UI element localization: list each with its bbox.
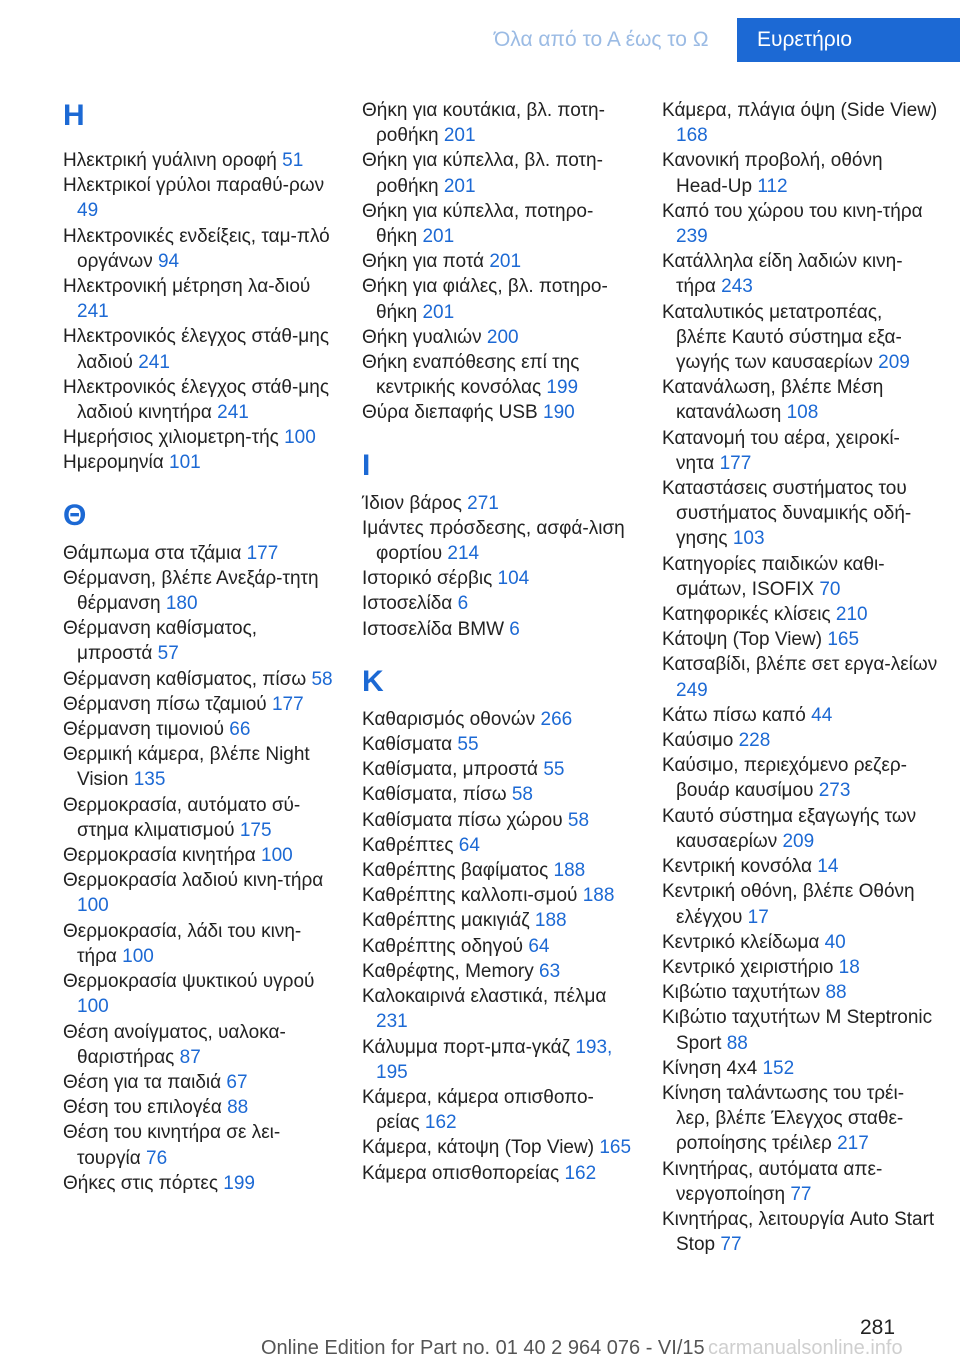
index-page-link[interactable]: 135: [133, 769, 166, 791]
index-entry-text: Θήκη γυαλιών: [362, 326, 482, 348]
index-page-link[interactable]: 112: [757, 175, 788, 197]
index-entry: [63, 274, 335, 324]
index-page-link[interactable]: 177: [719, 452, 752, 474]
index-entry-text: Ίδιον βάρος: [362, 492, 462, 514]
index-page-link[interactable]: 70: [819, 578, 841, 600]
index-page-link[interactable]: 228: [738, 730, 771, 752]
index-entry: [662, 1081, 938, 1157]
index-entry: [362, 782, 634, 807]
index-page-link[interactable]: 63: [539, 960, 561, 982]
index-entry-text: Καθαρισμός οθονών: [362, 708, 536, 730]
index-page-link[interactable]: 88: [227, 1097, 249, 1119]
index-entry: [662, 703, 938, 728]
index-entry-text: Ημερομηνία: [63, 452, 164, 474]
index-entry-text: Κατανομή του αέρα, χειροκί‐νητα: [662, 427, 900, 474]
index-entry: [662, 652, 938, 702]
index-entry-text: Κάτω πίσω καπό: [662, 704, 806, 726]
index-entry-text: Θερμοκρασία ψυκτικού υγρού: [63, 971, 315, 993]
index-entry: [662, 804, 938, 854]
index-entry: [662, 199, 938, 249]
index-entry-text: Θερμοκρασία, λάδι του κινη‐τήρα: [63, 920, 302, 967]
index-entry: [63, 616, 335, 666]
index-entry: [63, 843, 335, 868]
index-entry: [362, 883, 634, 908]
index-entry: [362, 400, 634, 425]
index-entry: [362, 148, 634, 198]
index-page-link[interactable]: 100: [77, 996, 109, 1018]
index-entry: [362, 959, 634, 984]
index-page-link[interactable]: 94: [157, 250, 180, 272]
index-entry: [662, 476, 938, 552]
index-entry-text: Κάμερα οπισθοπορείας: [362, 1162, 560, 1184]
index-entry-text: Κεντρικό χειριστήριο: [662, 956, 834, 978]
index-entry: [362, 617, 634, 642]
index-page-link[interactable]: 58: [311, 668, 333, 690]
index-entry: [662, 375, 938, 425]
index-entry: [662, 753, 938, 803]
index-entry-text: Κάμερα, κάμερα οπισθοπο‐ρείας: [362, 1086, 594, 1134]
index-page-link[interactable]: 58: [511, 784, 533, 806]
index-entry: [362, 249, 634, 274]
index-entry-text: Θήκη για κύπελλα, ποτηρο‐θήκη: [362, 200, 594, 248]
index-page-link[interactable]: 100: [261, 845, 293, 867]
index-entry: [362, 757, 634, 782]
index-page-link[interactable]: 209: [782, 830, 815, 852]
index-entry-text: Θέρμανση τιμονιού: [63, 719, 224, 741]
index-entry-text: Ηλεκτρονικός έλεγχος στάθ‐μης λαδιού κινητήρα: [63, 376, 329, 424]
index-entry-text: Ιστοσελίδα BMW: [362, 618, 504, 640]
index-letter-heading: I: [362, 448, 371, 482]
index-page-link[interactable]: 199: [223, 1172, 255, 1194]
index-page-link[interactable]: 180: [165, 593, 198, 615]
index-page-link[interactable]: 165: [827, 629, 860, 651]
index-entry: [662, 879, 938, 929]
index-entry-text: Καθρέπτες: [362, 834, 454, 856]
index-entry-text: Θάμπωμα στα τζάμια: [63, 542, 242, 564]
index-entry-text: Θήκη για ποτά: [362, 251, 485, 273]
index-entry-text: Κινητήρας, αυτόματα απε‐νεργοποίηση: [662, 1158, 883, 1205]
index-page-link[interactable]: 64: [458, 834, 480, 856]
index-page-link[interactable]: 241: [217, 402, 249, 424]
index-page-link[interactable]: 241: [77, 301, 109, 323]
index-entry-text: Ιστοσελίδα: [362, 593, 453, 615]
index-entry: [63, 1171, 335, 1196]
index-entry: [362, 1161, 634, 1186]
watermark: carmanualsonline.info: [708, 1337, 903, 1359]
index-page-link[interactable]: 271: [467, 492, 499, 514]
index-entry: [362, 1085, 634, 1135]
index-entry-text: Ηλεκτρονικές ενδείξεις, ταμ‐πλό οργάνων: [63, 225, 330, 272]
index-entry: [662, 426, 938, 476]
page-header: [0, 0, 960, 62]
index-page-link[interactable]: 175: [239, 819, 272, 841]
index-entry-text: Θερμική κάμερα, βλέπε Night Vision: [63, 744, 310, 791]
index-entry: [362, 274, 634, 324]
index-entry: [63, 919, 335, 969]
index-page-link[interactable]: 51: [282, 150, 304, 171]
index-entry: [63, 450, 335, 475]
index-entry: [662, 249, 938, 299]
index-entry-text: Θέση για τα παιδιά: [63, 1071, 222, 1093]
index-page-link[interactable]: 101: [169, 452, 201, 474]
index-entry-text: Θέρμανση καθίσματος, μπροστά: [63, 618, 257, 665]
index-entry-text: Καθρέφτης, Memory: [362, 960, 534, 982]
index-page-link[interactable]: 44: [811, 704, 833, 726]
index-page-link[interactable]: 188: [582, 885, 615, 907]
index-entry-text: Θήκη για κουτάκια, βλ. ποτη‐ροθήκη: [362, 100, 605, 147]
index-entry-text: Καύσιμο, περιεχόμενο ρεζερ‐βουάρ καυσίμου: [662, 755, 907, 802]
index-entry-text: Καυτό σύστημα εξαγωγής των καυσαερίων: [662, 805, 917, 852]
index-entry-text: Ηλεκτρική γυάλινη οροφή: [63, 150, 277, 171]
index-page-link[interactable]: 241: [138, 351, 170, 373]
index-page-link[interactable]: 201: [443, 175, 476, 197]
index-page-link[interactable]: 67: [226, 1071, 248, 1093]
index-entry: [63, 324, 335, 374]
index-entry: [662, 300, 938, 376]
index-entry: [63, 1070, 335, 1095]
index-entry: [362, 199, 634, 249]
index-page-link[interactable]: 14: [817, 856, 839, 878]
index-entry: [63, 742, 335, 792]
index-entry: [662, 1056, 938, 1081]
index-entry: [362, 858, 634, 883]
index-entry-text: Θήκη εναπόθεσης επί της κεντρικής κονσόλας: [362, 352, 580, 399]
index-entry: [662, 627, 938, 652]
index-entry-text: Ηλεκτρονική μέτρηση λα‐διού: [63, 276, 311, 298]
index-entry-text: Θερμοκρασία, αυτόματο σύ‐στημα κλιματισμού: [63, 794, 301, 841]
index-column-3: [662, 98, 938, 1257]
index-entry-text: Ηλεκτρικοί γρύλοι παραθύ‐ρων: [63, 175, 325, 197]
index-entry-text: Κίνηση 4x4: [662, 1057, 758, 1079]
index-page-link[interactable]: 104: [497, 568, 530, 590]
index-entry: [63, 667, 335, 692]
index-entry: [662, 1005, 938, 1055]
index-entry-text: Κιβώτιο ταχυτήτων M Steptronic Sport: [662, 1007, 933, 1054]
index-entry-text: Καταλυτικός μετατροπέας, βλέπε Καυτό σύστημα εξα‐γωγής των καυσαερίων: [662, 301, 902, 374]
index-entry-text: Κεντρική κονσόλα: [662, 856, 812, 878]
index-entry-text: Θήκη για κύπελλα, βλ. ποτη‐ροθήκη: [362, 150, 603, 197]
edition-note: Online Edition for Part no. 01 40 2 964 076 - VI/15: [261, 1337, 705, 1359]
index-page-link[interactable]: 6: [457, 593, 469, 615]
index-entry-text: Θέση ανοίγματος, υαλοκα‐θαριστήρας: [63, 1021, 286, 1068]
index-entry: [662, 98, 938, 148]
index-page-link[interactable]: 77: [790, 1183, 812, 1205]
index-entry-text: Καθρέπτης βαφίματος: [362, 860, 549, 882]
index-entry-text: Θέση του επιλογέα: [63, 1097, 222, 1119]
index-page-link[interactable]: 18: [838, 956, 860, 978]
index-entry: [662, 148, 938, 198]
index-entry-text: Ιμάντες πρόσδεσης, ασφά‐λιση φορτίου: [362, 517, 625, 565]
page-number: 281: [860, 1316, 896, 1339]
index-letter-heading: Θ: [63, 498, 87, 532]
index-page-link[interactable]: 243: [721, 276, 753, 298]
index-page-link[interactable]: 231: [376, 1011, 408, 1033]
index-page-link[interactable]: 239: [676, 226, 708, 248]
index-page-link[interactable]: 77: [720, 1234, 742, 1256]
index-entry-text: Θέρμανση καθίσματος, πίσω: [63, 668, 307, 690]
index-entry: [63, 868, 335, 918]
index-entry: [662, 728, 938, 753]
index-page-link[interactable]: 249: [676, 679, 708, 701]
index-letter-heading: K: [362, 664, 384, 698]
index-entry: [362, 350, 634, 400]
chapter-title: Όλα από το Α έως το Ω: [494, 28, 709, 51]
index-page-link[interactable]: 199: [546, 377, 579, 399]
index-page-link[interactable]: 40: [824, 931, 846, 953]
index-page-link[interactable]: 162: [564, 1162, 597, 1184]
index-entry-text: Καθρέπτης οδηγού: [362, 935, 524, 957]
index-column-2: [362, 98, 634, 1186]
index-entry-text: Κίνηση ταλάντωσης του τρέι‐λερ, βλέπε Έλεγχος σταθε‐ροποίησης τρέιλερ: [662, 1082, 905, 1155]
index-page-link[interactable]: 162: [424, 1112, 457, 1134]
index-entry-text: Ηλεκτρονικός έλεγχος στάθ‐μης λαδιού: [63, 326, 329, 373]
index-entry: [362, 591, 634, 616]
index-entry: [362, 325, 634, 350]
index-entry: [63, 1095, 335, 1120]
index-page-link[interactable]: 217: [837, 1133, 869, 1155]
index-entry-text: Κατσαβίδι, βλέπε σετ εργα‐λείων: [662, 654, 938, 676]
index-entry-text: Κατηγορίες παιδικών καθι‐σμάτων, ISOFIX: [662, 553, 885, 600]
index-entry-text: Καθρέπτης καλλοπι‐σμού: [362, 885, 578, 907]
index-page-link[interactable]: 108: [786, 402, 819, 424]
index-entry: [63, 969, 335, 1019]
index-entry-text: Καθίσματα πίσω χώρου: [362, 809, 563, 831]
index-entry: [362, 808, 634, 833]
index-page-link[interactable]: 210: [835, 604, 868, 626]
index-entry-text: Θέρμανση πίσω τζαμιού: [63, 693, 267, 715]
index-page-link[interactable]: 152: [762, 1057, 795, 1079]
index-entry-text: Κατάλληλα είδη λαδιών κινη‐τήρα: [662, 251, 903, 298]
index-page-link[interactable]: 266: [540, 708, 573, 730]
index-page-link[interactable]: 103: [732, 528, 765, 550]
index-entry: [362, 833, 634, 858]
index-entry: [662, 955, 938, 980]
index-entry: [63, 692, 335, 717]
index-entry: [362, 934, 634, 959]
index-entry-text: Καταστάσεις συστήματος του συστήματος δυναμικής οδή‐γησης: [662, 478, 912, 550]
index-page-link[interactable]: 201: [489, 251, 522, 273]
index-entry: [362, 1035, 634, 1085]
index-entry-text: Θήκη για φιάλες, βλ. ποτηρο‐θήκη: [362, 276, 608, 323]
index-column-1: [63, 98, 335, 1196]
index-entry: [662, 1207, 938, 1257]
index-page-link[interactable]: 87: [179, 1046, 201, 1068]
index-page-link[interactable]: 100: [122, 945, 154, 967]
index-entry-text: Κατηφορικές κλίσεις: [662, 604, 831, 626]
index-entry-text: Κεντρικό κλείδωμα: [662, 931, 820, 953]
index-page-link[interactable]: 214: [447, 543, 480, 565]
index-entry-text: Καθίσματα: [362, 734, 453, 756]
index-entry-text: Κάλυμμα πορτ-μπα‐γκάζ: [362, 1036, 571, 1058]
index-page-link[interactable]: 177: [271, 693, 304, 715]
index-entry-text: Καθρέπτης μακιγιάζ: [362, 910, 530, 932]
index-page-link[interactable]: 100: [77, 895, 109, 917]
index-entry: [63, 717, 335, 742]
index-entry-text: Κινητήρας, λειτουργία Auto Start Stop: [662, 1208, 935, 1256]
index-entry-text: Καθίσματα, μπροστά: [362, 759, 539, 781]
index-entry: [362, 732, 634, 757]
index-page-link[interactable]: 64: [528, 935, 550, 957]
index-entry: [362, 566, 634, 591]
index-entry: [362, 491, 634, 516]
index-entry-text: Κανονική προβολή, οθόνη Head-Up: [662, 150, 883, 197]
index-entry-text: Θέρμανση, βλέπε Ανεξάρ‐τητη θέρμανση: [63, 567, 319, 615]
index-page-link[interactable]: 273: [818, 780, 851, 802]
index-entry: [662, 854, 938, 879]
index-page-link[interactable]: 57: [157, 643, 179, 665]
index-page-link[interactable]: 66: [229, 719, 251, 741]
index-entry-text: Κάμερα, κάτοψη (Top View): [362, 1137, 595, 1159]
index-entry-text: Θερμοκρασία κινητήρα: [63, 845, 256, 867]
index-entry: [362, 707, 634, 732]
index-entry: [362, 516, 634, 566]
index-page-link[interactable]: 193, 195: [376, 1036, 613, 1083]
index-entry: [362, 98, 634, 148]
index-page-link[interactable]: 201: [443, 125, 476, 147]
index-entry: [362, 984, 634, 1034]
index-entry: [362, 1135, 634, 1160]
index-page-link[interactable]: 76: [146, 1147, 168, 1169]
index-entry-text: Καθίσματα, πίσω: [362, 784, 507, 806]
index-letter-heading: H: [63, 99, 85, 132]
index-entry: [63, 566, 335, 616]
index-entry: [63, 148, 335, 173]
index-entry-text: Θερμοκρασία λαδιού κινη‐τήρα: [63, 870, 324, 892]
index-entry-text: Ιστορικό σέρβις: [362, 568, 493, 590]
index-entry: [362, 908, 634, 933]
index-entry-text: Κατανάλωση, βλέπε Μέση κατανάλωση: [662, 377, 884, 424]
section-tab[interactable]: Ευρετήριο: [737, 18, 960, 62]
index-page-link[interactable]: 49: [77, 200, 99, 222]
index-entry-text: Θήκες στις πόρτες: [63, 1172, 218, 1194]
index-page-link[interactable]: 58: [567, 809, 590, 831]
index-entry-text: Καλοκαιρινά ελαστικά, πέλμα: [362, 986, 607, 1008]
index-entry: [662, 930, 938, 955]
index-entry: [63, 375, 335, 425]
index-entry: [63, 425, 335, 450]
index-page-link[interactable]: 177: [246, 542, 279, 564]
index-page-link[interactable]: 200: [486, 326, 519, 348]
index-entry: [63, 1120, 335, 1170]
index-page-link[interactable]: 17: [747, 906, 769, 928]
index-page-link[interactable]: 55: [543, 759, 565, 781]
index-page-link[interactable]: 88: [825, 982, 847, 1004]
index-page-link[interactable]: 165: [599, 1137, 632, 1159]
index-page-link[interactable]: 168: [676, 125, 708, 147]
index-entry: [662, 1157, 938, 1207]
index-entry: [63, 541, 335, 566]
index-page-link[interactable]: 188: [553, 860, 586, 882]
index-entry: [63, 224, 335, 274]
index-entry: [63, 793, 335, 843]
index-entry: [63, 1020, 335, 1070]
index-page-link[interactable]: 55: [457, 734, 479, 756]
index-entry: [662, 980, 938, 1005]
index-page-link[interactable]: 209: [878, 352, 910, 374]
index-page-link[interactable]: 201: [422, 226, 455, 248]
index-entry-text: Καπό του χώρου του κινη‐τήρα: [662, 200, 923, 222]
index-page-link[interactable]: 201: [422, 301, 455, 323]
index-entry-text: Καύσιμο: [662, 730, 734, 752]
index-entry: [662, 602, 938, 627]
index-page-link[interactable]: 100: [284, 427, 316, 449]
index-entry-text: Θέση του κινητήρα σε λει‐τουργία: [63, 1122, 281, 1169]
index-entry-text: Κάτοψη (Top View): [662, 629, 823, 651]
index-entry-text: Θύρα διεπαφής USB: [362, 402, 538, 424]
index-entry: [662, 552, 938, 602]
index-entry-text: Κεντρική οθόνη, βλέπε Οθόνη ελέγχου: [662, 881, 915, 928]
index-page-link[interactable]: 190: [543, 402, 575, 424]
index-entry-text: Κάμερα, πλάγια όψη (Side View): [662, 100, 938, 121]
index-entry: [63, 173, 335, 223]
index-page-link[interactable]: 6: [509, 618, 520, 640]
index-page-link[interactable]: 88: [726, 1032, 748, 1054]
index-page-link[interactable]: 188: [534, 910, 567, 932]
index-entry-text: Κιβώτιο ταχυτήτων: [662, 982, 821, 1004]
index-entry-text: Ημερήσιος χιλιομετρη‐τής: [63, 427, 279, 449]
